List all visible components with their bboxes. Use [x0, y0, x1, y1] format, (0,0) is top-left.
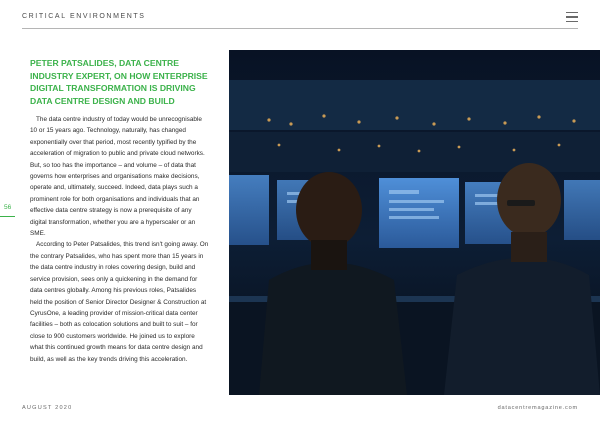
article-headline: PETER PATSALIDES, DATA CENTRE INDUSTRY EXPERT, ON HOW ENTERPRISE DIGITAL TRANSFORMATION IS DRIVING DATA CENTRE DESIGN AND BUILD	[30, 58, 208, 106]
hamburger-menu-icon[interactable]	[566, 12, 578, 23]
top-bar	[22, 12, 578, 28]
header-divider	[22, 28, 578, 29]
footer-date: AUGUST 2020	[22, 405, 73, 411]
body-paragraph: The data centre industry of today would be unrecognisable 10 or 15 years ago. Technology, naturally, has changed exponentially over that period, most recently typified by the acceleration of migration to public and private cloud networks. But, so too has the importance – and volume – of data that governs how enterprises and organisations make decisions, operate and, ultimately, succeed. Indeed, data plays such a prominent role for both organisations and individuals that an effective data centre strategy is now a prerequisite of any digital transformation, whether you are a hyperscaler or an SME.	[30, 116, 205, 238]
body-paragraph: According to Peter Patsalides, this trend isn't going away. On the contrary Patsalides, who has spent more than 15 years in the data centre industry in roles covering design, build and service provision, sees only a quickening in the demand for data centres globally. Among his previous roles, Patsalides held the position of Senior Director Designer & Construction at CyrusOne, a leading provider of mission-critical data center facilities – both as colocation solutions and built to suit – for close to 900 customers worldwide. He joined us to explore what this continued growth means for data centre design and build, as well as the key trends driving this acceleration.	[30, 241, 209, 363]
page-marker-line	[0, 216, 15, 217]
article-body	[30, 114, 209, 365]
section-label: CRITICAL ENVIRONMENTS	[22, 13, 146, 20]
footer-url[interactable]: datacentremagazine.com	[497, 405, 578, 411]
article-photo	[229, 50, 600, 395]
page-number: 56	[4, 204, 12, 211]
control-room-illustration	[229, 50, 600, 395]
